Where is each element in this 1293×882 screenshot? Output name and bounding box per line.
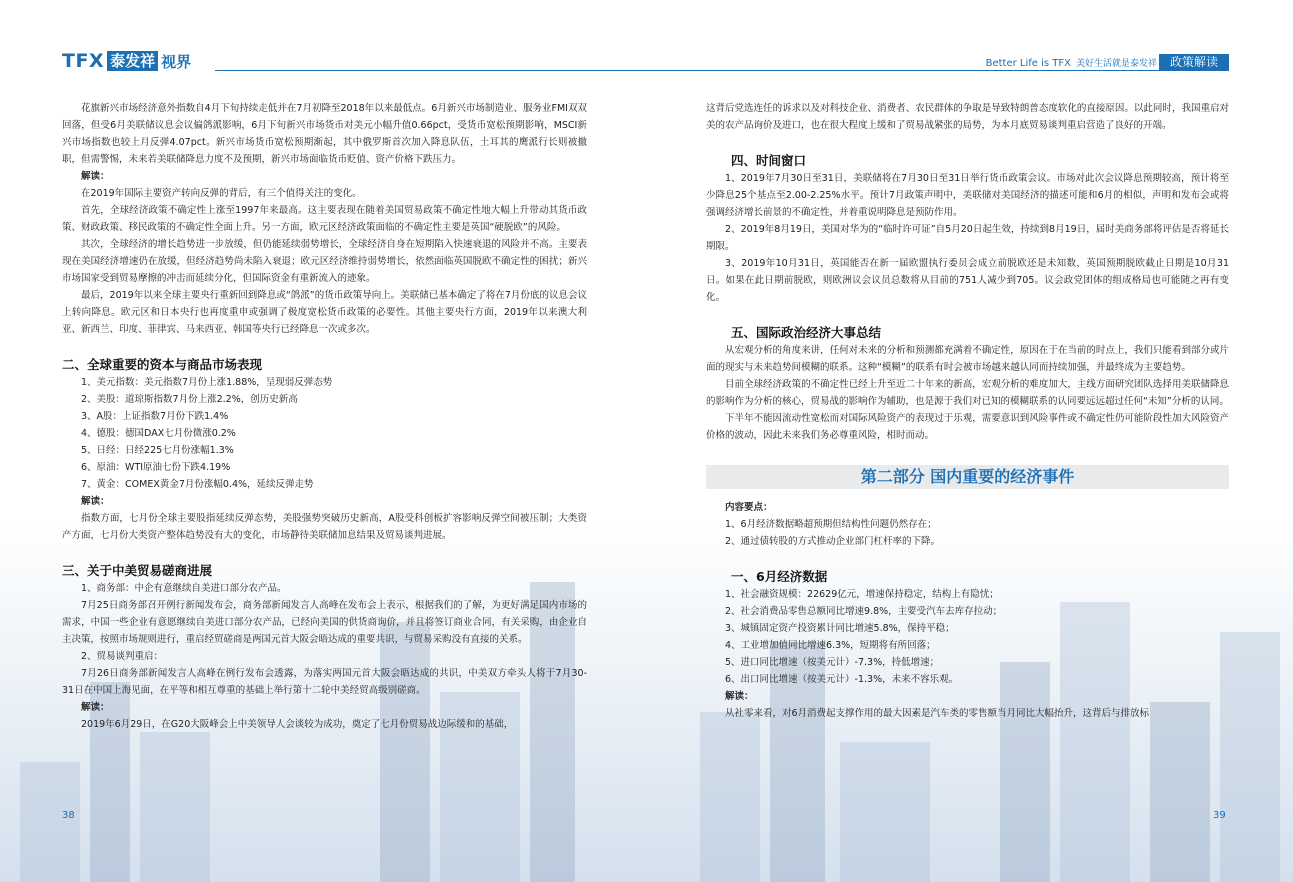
header-divider (215, 70, 1229, 71)
paragraph: 目前全球经济政策的不确定性已经上升至近二十年来的新高，宏观分析的难度加大，主线方面研究团队选择用美联储降息的影响作为分析的核心，贸易战的影响作为辅助，也是源于我们对已知的模糊联系的认同要远远超过任何“未知”分析的认同。 (706, 379, 1229, 407)
list-item: 1、6月经济数据略超预期但结构性问题仍然存在； (725, 519, 937, 530)
header-slogan (986, 56, 1157, 69)
tfx-logo (62, 50, 191, 72)
list-item: 6、出口同比增速（按美元计）-1.3%，未来不容乐观。 (725, 674, 959, 685)
list-item: 3、城镇固定资产投资累计同比增速5.8%，保持平稳； (725, 623, 955, 634)
paragraph: 其次，全球经济的增长趋势进一步放缓，但仍能延续弱势增长，全球经济自身在短期陷入快速衰退的风险并不高。主要表现在美国经济增速仍在放缓，但经济趋势尚未陷入衰退；欧元区经济维持弱势增长，依然面临英国脱欧不确定性的困扰；新兴市场国家受到贸易摩擦的冲击而延续分化，但国际资金有重新流入的迹象。 (62, 239, 587, 284)
paragraph: 首先，全球经济政策不确定性上涨至1997年来最高。这主要表现在随着美国贸易政策不确定性地大幅上升带动其货币政策、财政政策、移民政策的不确定性全面上升。另一方面，欧元区经济政策面临的不确定性主要是英国“硬脱欧”的风险。 (62, 205, 587, 233)
list-item: 2、贸易谈判重启： (81, 651, 164, 662)
jiedu-label: 解读： (81, 702, 110, 713)
left-column (62, 100, 587, 733)
logo-tfx-text: TFX (62, 50, 105, 72)
list-item: 1、商务部：中企有意继续自美进口部分农产品。 (81, 583, 287, 594)
section-heading: 三、关于中美贸易磋商进展 (62, 563, 213, 578)
section-heading: 四、时间窗口 (731, 153, 807, 168)
slogan-en: Better Life is TFX (985, 58, 1071, 69)
paragraph: 2、2019年8月19日，美国对华为的“临时许可证”自5月20日起生效，持续到8月19日，届时美商务部将评估是否将延长期限。 (706, 224, 1229, 252)
page-header (0, 50, 1293, 74)
logo-cn-text: 泰发祥 (107, 51, 158, 71)
list-item: 2、美股：道琼斯指数7月份上涨2.2%，创历史新高 (81, 394, 298, 405)
paragraph: 下半年不能因流动性宽松而对国际风险资产的表现过于乐观，需要意识到风险事件或不确定性仍可能阶段性加大风险资产价格的波动，因此未来我们务必尊重风险，相时而动。 (706, 413, 1229, 441)
paragraph: 7月26日商务部新闻发言人高峰在例行发布会透露，为落实两国元首大阪会晤达成的共识，中美双方牵头人将于7月30-31日在中国上海见面，在平等和相互尊重的基础上举行第十二轮中美经贸高级别磋商。 (62, 668, 587, 696)
part-two-banner: 第二部分 国内重要的经济事件 (706, 465, 1229, 489)
logo-view-text: 视界 (161, 52, 192, 71)
list-item: 4、工业增加值同比增速6.3%，短期将有所回落； (725, 640, 936, 651)
list-item: 2、通过债转股的方式推动企业部门杠杆率的下降。 (725, 536, 941, 547)
list-item: 6、原油：WTI原油七份下跌4.19% (81, 462, 231, 473)
key-points-title: 内容要点： (725, 502, 773, 513)
list-item: 2、社会消费品零售总额同比增速9.8%，主要受汽车去库存拉动； (725, 606, 1003, 617)
paragraph: 花旗新兴市场经济意外指数自4月下旬持续走低并在7月初降至2018年以来最低点。6月新兴市场制造业、服务业FMI双双回落，但受6月美联储议息会议偏鸽派影响，6月下旬新兴市场货币对美元小幅升值0.66pct，受货币宽松预期影响，MSCI新兴市场指数也较上月反弹4.07pct。新兴市场货币宽松预期渐起，其中俄罗斯首次加入降息队伍，土耳其的鹰派行长则被撤职，但需警惕，未来若美联储降息力度不及预期，新兴市场面临货币贬值、资产价格下跌压力。 (62, 103, 587, 165)
paragraph: 指数方面，七月份全球主要股指延续反弹态势，美股强势突破历史新高，A股受科创板扩容影响反弹空间被压制；大类资产方面，七月份大类资产整体趋势没有大的变化，市场静待美联储加息结果及贸易谈判进展。 (62, 513, 587, 541)
paragraph: 从社零来看，对6月消费起支撑作用的最大因素是汽车类的零售额当月同比大幅抬升，这背后与排放标 (725, 708, 1150, 719)
section-heading: 五、国际政治经济大事总结 (731, 325, 882, 340)
section-heading: 一、6月经济数据 (731, 569, 828, 584)
page-number-left: 38 (62, 810, 75, 821)
section-badge: 政策解读 (1159, 54, 1229, 70)
list-item: 5、日经：日经225七月份涨幅1.3% (81, 445, 234, 456)
paragraph: 3、2019年10月31日，英国能否在新一届欧盟执行委员会成立前脱欧还是未知数，英国预期脱欧截止日期是10月31日。如果在此日期前脱欧，则欧洲议会议员总数将从目前的751人减少到705。议会政党团体的组成格局也可能随之再有变化。 (706, 258, 1229, 303)
list-item: 1、美元指数：美元指数7月份上涨1.88%，呈现弱反弹态势 (81, 377, 333, 388)
jiedu-label: 解读： (725, 691, 754, 702)
paragraph: 2019年6月29日，在G20大阪峰会上中美领导人会谈较为成功，奠定了七月份贸易战边际缓和的基础， (81, 719, 514, 730)
right-column (706, 100, 1229, 722)
slogan-cn: 美好生活就是泰发祥 (1075, 59, 1157, 69)
list-item: 1、社会融资规模：22629亿元，增速保持稳定，结构上有隐忧； (725, 589, 999, 600)
paragraph: 这背后党选连任的诉求以及对科技企业、消费者、农民群体的争取是导致特朗普态度软化的直接原因。以此同时，我国重启对美的农产品询价及进口，也在很大程度上缓和了贸易战紧张的局势，为本月底贸易谈判重启营造了良好的开端。 (706, 103, 1229, 131)
list-item: 5、进口同比增速（按美元计）-7.3%，持低增速； (725, 657, 940, 668)
paragraph: 在2019年国际主要资产转向反弹的背后，有三个值得关注的变化。 (81, 188, 362, 199)
jiedu-label: 解读： (81, 496, 110, 507)
section-heading: 二、全球重要的资本与商品市场表现 (62, 357, 263, 372)
jiedu-label: 解读： (81, 171, 110, 182)
paragraph: 7月25日商务部召开例行新闻发布会，商务部新闻发言人高峰在发布会上表示，根据我们的了解，为更好满足国内市场的需求，中国一些企业有意愿继续自美进口部分农产品，已经向美国的供货商询价，并且将签订商业合同，有关采购，由企业自主决策，按照市场规则进行，重启经贸磋商是两国元首大阪会晤达成的重要共识，与贸易采购没有直接的关系。 (62, 600, 587, 645)
list-item: 4、德股：德国DAX七月份微涨0.2% (81, 428, 236, 439)
list-item: 3、A股：上证指数7月份下跌1.4% (81, 411, 229, 422)
paragraph: 从宏观分析的角度来讲，任何对未来的分析和预测都充满着不确定性，原因在于在当前的时点上，我们只能看到部分或片面的现实与未来趋势间模糊的联系。这种“模糊”的联系有时会被市场越来越认同而持续加强，并最终成为主要趋势。 (706, 345, 1229, 373)
paragraph: 最后，2019年以来全球主要央行重新回到降息或“鸽派”的货币政策导向上。美联储已基本确定了将在7月份底的议息会议上转向降息。欧元区和日本央行也再度重申或强调了极度宽松货币政策的必要性。其他主要央行方面，2019年以来澳大利亚、新西兰、印度、菲律宾、马来西亚、韩国等央行已经降息一次或多次。 (62, 290, 587, 335)
paragraph: 1、2019年7月30日至31日，美联储将在7月30日至31日举行货币政策会议。市场对此次会议降息预期较高，预计将至少降息25个基点至2.00-2.25%水平。预计7月政策声明中，美联储对美国经济的描述可能和6月的相似，声明和发布会或将强调经济增长前景的不确定性，并着重说明降息是预防作用。 (706, 173, 1229, 218)
list-item: 7、黄金：COMEX黄金7月份涨幅0.4%，延续反弹走势 (81, 479, 314, 490)
page-number-right: 39 (1213, 810, 1226, 821)
